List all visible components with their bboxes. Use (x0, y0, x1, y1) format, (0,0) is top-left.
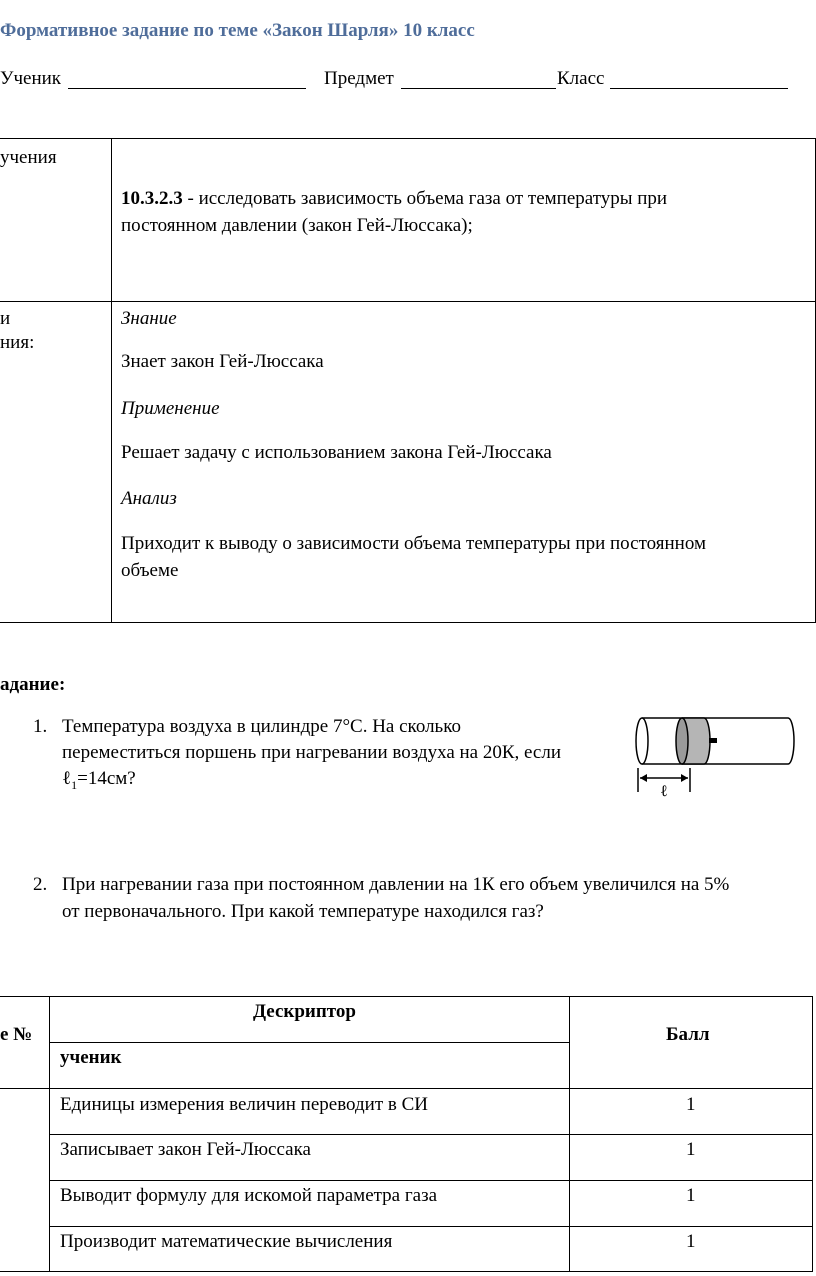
objective-left-label: учения (0, 147, 57, 168)
descriptor-row-1: Единицы измерения величин переводит в СИ (60, 1094, 428, 1115)
task-heading: адание: (0, 674, 66, 695)
analysis-label: Анализ (121, 488, 177, 509)
objective-text-b: постоянном давлении (закон Гей-Люссака); (121, 215, 473, 236)
desc-col-divider-1 (49, 996, 50, 1272)
table-row-divider (0, 301, 816, 302)
objective-line-1 (121, 186, 667, 212)
desc-row-divider-2 (49, 1180, 813, 1181)
col-descriptor: Дескриптор (253, 1001, 356, 1022)
length-symbol: ℓ (62, 768, 72, 789)
table-border-top (0, 138, 816, 139)
application-text: Решает задачу с использованием закона Гей-Люссака (121, 442, 552, 463)
desc-col-divider-2 (569, 996, 570, 1272)
desc-border-right (812, 996, 813, 1272)
analysis-text-a: Приходит к выводу о зависимости объема температуры при постоянном (121, 533, 707, 554)
desc-row-divider-1 (49, 1134, 813, 1135)
score-row-4: 1 (686, 1231, 696, 1252)
objective-text-a: - исследовать зависимость объема газа от температуры при (182, 188, 668, 209)
criteria-left-a: и (0, 308, 11, 329)
desc-row-divider-3 (49, 1226, 813, 1227)
length-subscript: 1 (71, 777, 78, 792)
knowledge-text: Знает закон Гей-Люссака (121, 351, 324, 372)
table-col-divider (111, 138, 112, 623)
desc-border-top (0, 996, 813, 997)
task-1-line-3 (62, 766, 136, 793)
task-1-line-1: Температура воздуха в цилиндре 7°С. На сколько (62, 716, 461, 737)
score-row-2: 1 (686, 1139, 696, 1160)
objective-code: 10.3.2.3 (121, 188, 183, 209)
student-label: Ученик (0, 68, 62, 89)
task-2-line-1: При нагревании газа при постоянном давлении на 1К его объем увеличился на 5% (62, 874, 730, 895)
class-label: Класс (557, 68, 605, 89)
criteria-left-b: ния: (0, 332, 35, 353)
table-border-bottom (0, 622, 816, 623)
task-2-number: 2. (33, 874, 48, 895)
desc-subheader-divider (49, 1042, 569, 1043)
desc-border-bottom (0, 1271, 813, 1272)
col-score: Балл (666, 1024, 710, 1045)
length-value: =14см? (77, 768, 136, 789)
subject-label: Предмет (324, 68, 394, 89)
piston (676, 718, 717, 764)
class-blank[interactable] (610, 88, 788, 89)
desc-header-bottom (0, 1088, 813, 1089)
descriptor-row-3: Выводит формулу для искомой параметра газа (60, 1185, 438, 1206)
descriptor-row-2: Записывает закон Гей-Люссака (60, 1139, 311, 1160)
col-task-number: е № (0, 1024, 33, 1045)
length-label: ℓ (660, 783, 668, 798)
task-1-line-2: переместиться поршень при нагревании воздуха на 20К, если (62, 742, 562, 763)
task-1-number: 1. (33, 716, 48, 737)
task-2-line-2: от первоначального. При какой температуре находился газ? (62, 901, 544, 922)
descriptor-row-4: Производит математические вычисления (60, 1231, 393, 1252)
knowledge-label: Знание (121, 308, 177, 329)
student-blank[interactable] (68, 88, 306, 89)
analysis-text-b: объеме (121, 560, 179, 581)
page-title: Формативное задание по теме «Закон Шарля» 10 класс (0, 20, 475, 41)
application-label: Применение (121, 398, 220, 419)
col-student: ученик (60, 1047, 122, 1068)
subject-blank[interactable] (401, 88, 556, 89)
cylinder-figure (630, 712, 802, 798)
score-row-1: 1 (686, 1094, 696, 1115)
score-row-3: 1 (686, 1185, 696, 1206)
